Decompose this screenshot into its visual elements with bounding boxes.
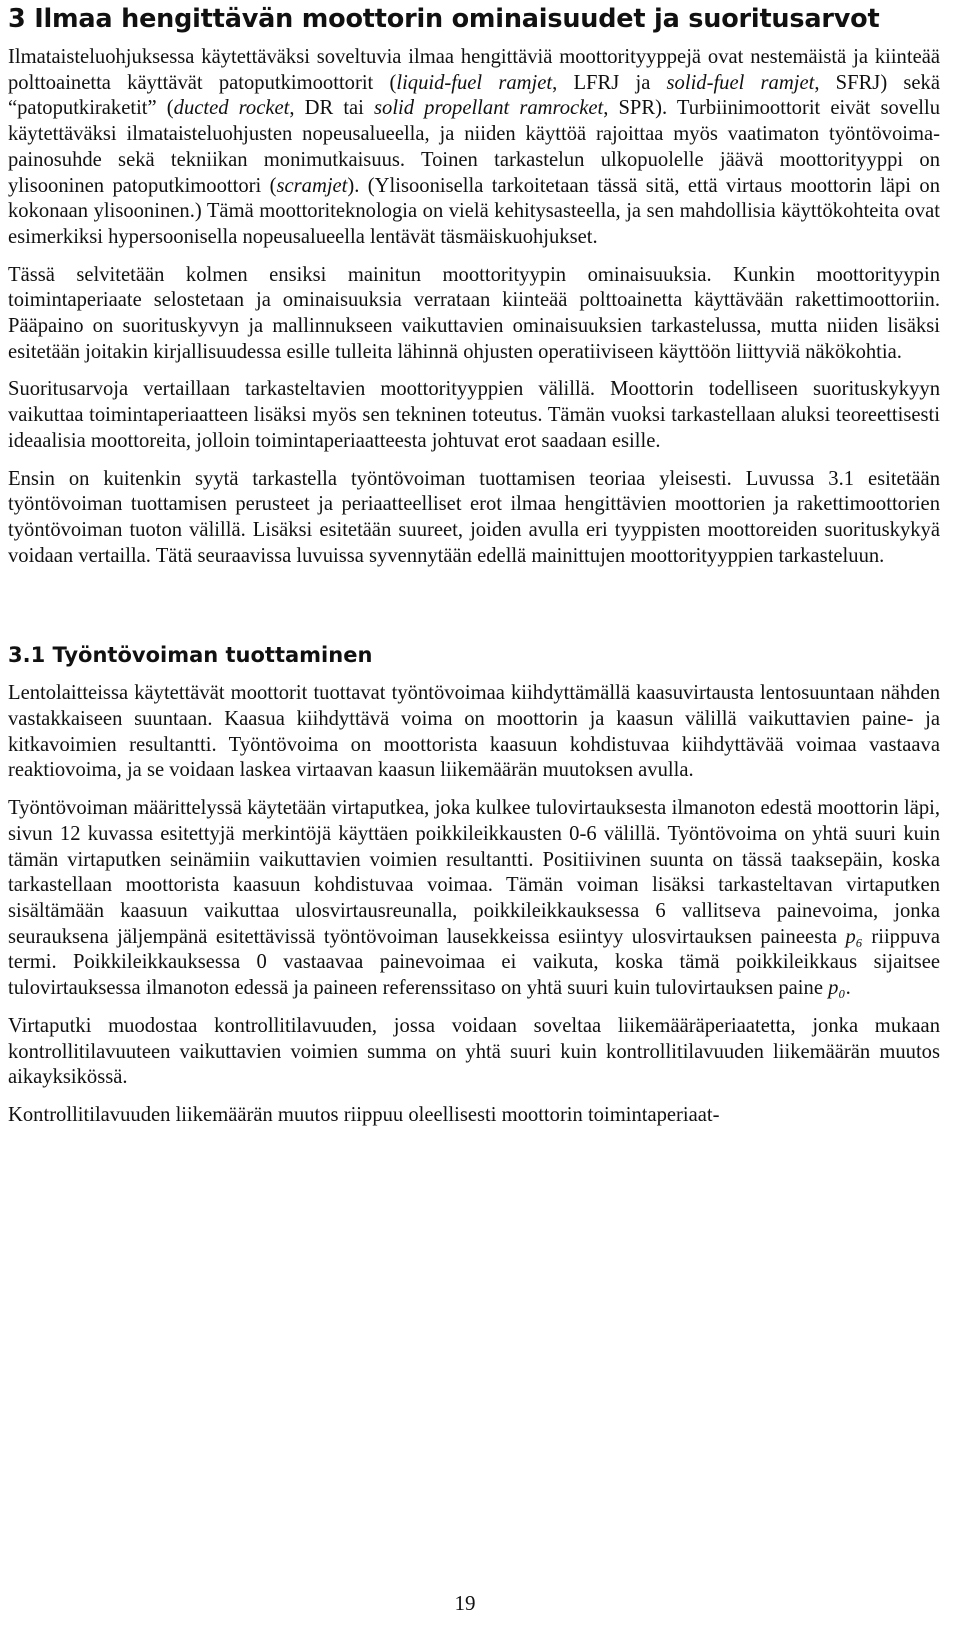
paragraph-control-volume: Virtaputki muodostaa kontrollitilavuuden, jossa voidaan soveltaa liikemääräperiaatetta, jonka mukaan kontrollitilavuuteen vaikuttavien voimien summa on yhtä suuri kuin kontrollitilavuuden liikemäärän muutos aikayksikössä. [8,1014,940,1089]
paragraph-thrust-generation: Lentolaitteissa käytettävät moottorit tuottavat työntövoimaa kiihdyttämällä kaasuvirtausta lentosuuntaan nähden vastakkaiseen suuntaan. Kaasua kiihdyttävä voima on moottorin ja kaasun välillä vaikuttavien paine- ja kitkavoimien resultantti. Työntövoima on moottorista kaasuun kohdistuvaa kiihdyttävää voimaa vastaava reaktiovoima, ja se voidaan laskea virtaavan kaasun liikemäärän muutoksen avulla. [8,682,940,782]
paragraph-scope: Tässä selvitetään kolmen ensiksi mainitun moottorityypin ominaisuuksia. Kunkin moottorityypin toimintaperiaate selostetaan ja ominaisuuksia verrataan kiinteää polttoainetta käyttävään rakettimoottoriin. Pääpaino on suorituskyvyn ja mallinnukseen vaikuttavien ominaisuuksien tarkastelussa, mutta niiden lisäksi esitetään joitakin kirjallisuudessa esille tulleita lähinnä ohjusten operatiiviseen käyttöön liittyviä näkökohtia. [8,263,940,363]
section-title: 3 Ilmaa hengittävän moottorin ominaisuudet ja suoritusarvot [8,4,880,34]
paragraph-comparison: Suoritusarvoja vertaillaan tarkasteltavien moottorityyppien välillä. Moottorin todelliseen suorituskykyyn vaikuttaa toimintaperiaatteen lisäksi myös sen tekninen toteutus. Tämän vuoksi tarkastellaan aluksi teoreettisesti ideaalisia moottoreita, jolloin toimintaperiaatteesta johtuvat erot saadaan esille. [8,378,940,452]
subsection-title: 3.1 Työntövoiman tuottaminen [8,643,373,668]
paragraph-momentum-change: Kontrollitilavuuden liikemäärän muutos riippuu oleellisesti moottorin toimintaperiaat- [8,1103,720,1126]
paragraph-thrust-theory-intro: Ensin on kuitenkin syytä tarkastella työntövoiman tuottamisen teoriaa yleisesti. Luvussa 3.1 esitetään työntövoiman tuottamisen perusteet ja periaatteelliset erot ilmaa hengittävien moottorien ja rakettimoottorien työntövoiman tuoton välillä. Lisäksi esitetään suureet, joiden avulla eri tyyppisten moottoreiden suorituskykyä voidaan vertailla. Tätä seuraavissa luvuissa syvennytään edellä mainittujen moottorityyppien tarkasteluun. [8,467,940,567]
page-number: 19 [454,1591,476,1615]
section-spacer [8,581,940,641]
paragraph-stream-tube: Työntövoiman määrittelyssä käytetään virtaputkea, joka kulkee tulovirtauksesta ilmanoton edestä moottorin läpi, sivun 12 kuvassa esitettyjä merkintöjä käyttäen poikkileikkausten 0-6 välillä. Työntövoima on yhtä suuri kuin tämän virtaputken seinämiin vaikuttavien voimien resultantti. Positiivinen suunta on tässä taaksepäin, koska tarkastellaan moottorista kaasuun kohdistuvaa voimaa. Tämän voiman lisäksi tarkasteltavan virtaputken sisältämään kaasuun vaikuttaa ulosvirtausreunalla, poikkileikkauksessa 6 vallitseva painevoima, jonka seurauksena jäljempänä esitettävissä työntövoiman lausekkeissa esiintyy ulosvirtauksen paineesta p₆ riippuva termi. Poikkileikkauksessa 0 vastaavaa painevoimaa ei vaikuta, koska tämä poikkileikkaus sijaitsee tulovirtauksessa ilmanoton edessä ja paineen referenssitaso on yhtä suuri kuin tulovirtauksen paine p₀. [8,797,940,1000]
paragraph-engine-types: Ilmataisteluohjuksessa käytettäväksi soveltuvia ilmaa hengittäviä moottorityyppejä ovat nestemäistä ja kiinteää polttoainetta käyttävät patoputkimoottorit (liquid-fuel ramjet, LFRJ ja solid-fuel ramjet, SFRJ) sekä “patoputkiraketit” (ducted rocket, DR tai solid propellant ramrocket, SPR). Turbiinimoottorit eivät sovellu käytettäväksi ilmataisteluohjusten nopeusalueella, ja niiden käyttöä rajoittaa myös vaatimaton työntövoima-painosuhde sekä tekniikan monimutkaisuus. Toinen tarkastelun ulkopuolelle jäävä moottorityyppi on ylisooninen patoputkimoottori (scramjet). (Ylisoonisella tarkoitetaan tässä sitä, että virtaus moottorin läpi on kokonaan ylisooninen.) Tämä moottoriteknologia on vielä kehitysasteella, ja sen mahdollisia käyttökohteita ovat esimerkiksi hypersoonisella nopeusalueella lentävät täsmäiskuohjukset. [8,46,940,248]
